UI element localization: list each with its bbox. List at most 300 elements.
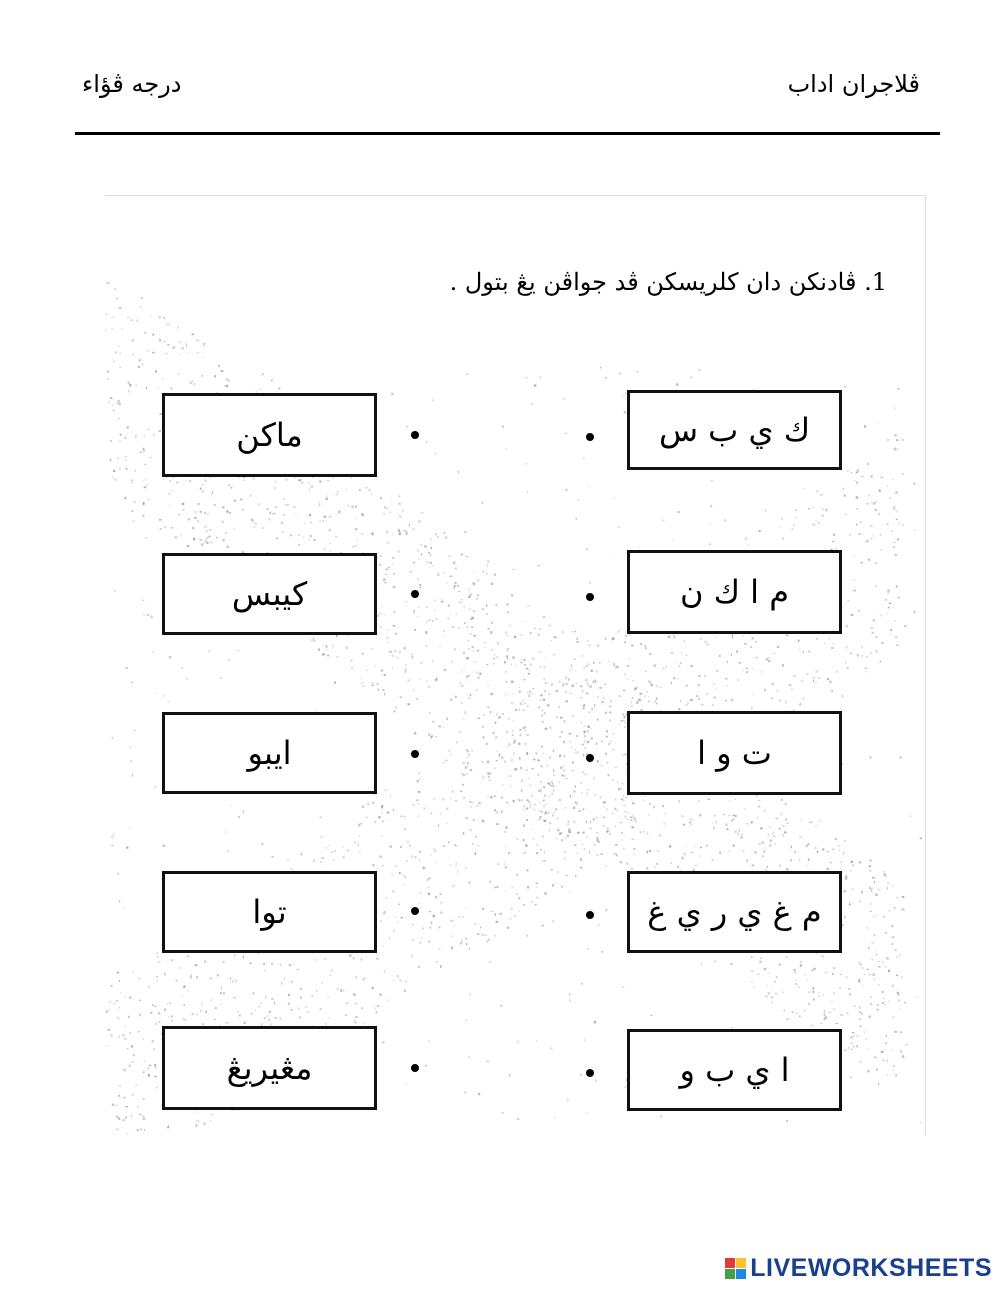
noise-dot xyxy=(270,512,272,515)
noise-dot xyxy=(805,974,806,976)
noise-dot xyxy=(517,874,518,876)
noise-dot xyxy=(534,384,536,387)
noise-dot xyxy=(214,1019,216,1020)
noise-dot xyxy=(507,635,508,636)
noise-dot xyxy=(454,648,456,650)
noise-dot xyxy=(568,678,569,680)
noise-dot xyxy=(624,726,625,728)
noise-dot xyxy=(458,602,460,603)
noise-dot xyxy=(332,477,334,478)
noise-dot xyxy=(799,836,801,838)
noise-dot xyxy=(429,911,431,913)
noise-dot xyxy=(862,647,863,648)
noise-dot xyxy=(425,606,428,608)
answer-dot[interactable] xyxy=(411,750,419,758)
noise-dot xyxy=(506,731,508,733)
noise-dot xyxy=(878,1083,879,1085)
noise-dot xyxy=(385,897,388,898)
noise-dot xyxy=(553,812,555,814)
noise-dot xyxy=(151,616,153,619)
scrambled-dot[interactable] xyxy=(586,1069,594,1077)
noise-dot xyxy=(548,783,550,785)
scrambled-dot[interactable] xyxy=(586,911,594,919)
noise-dot xyxy=(622,395,624,396)
noise-dot xyxy=(501,797,504,799)
noise-dot xyxy=(435,534,437,536)
noise-dot xyxy=(689,818,692,820)
noise-dot xyxy=(429,619,431,621)
noise-dot xyxy=(164,341,166,342)
noise-dot xyxy=(179,354,181,355)
noise-dot xyxy=(487,561,489,563)
noise-dot xyxy=(443,761,445,763)
scrambled-dot[interactable] xyxy=(586,754,594,762)
noise-dot xyxy=(309,514,311,516)
noise-dot xyxy=(407,680,410,682)
noise-dot xyxy=(541,811,543,813)
noise-dot xyxy=(627,812,629,814)
noise-dot xyxy=(632,826,634,828)
noise-dot xyxy=(356,518,357,520)
noise-dot xyxy=(751,821,753,823)
noise-dot xyxy=(543,721,544,723)
noise-dot xyxy=(839,850,840,851)
noise-dot xyxy=(539,628,541,629)
noise-dot xyxy=(625,635,627,637)
noise-dot xyxy=(644,645,646,647)
answer-dot[interactable] xyxy=(411,1064,419,1072)
noise-dot xyxy=(323,645,325,646)
noise-dot xyxy=(183,1018,184,1020)
answer-dot[interactable] xyxy=(411,907,419,915)
noise-dot xyxy=(860,1025,862,1027)
noise-dot xyxy=(429,1040,430,1043)
noise-dot xyxy=(374,821,376,824)
noise-dot xyxy=(399,503,401,505)
noise-dot xyxy=(833,967,836,970)
noise-dot xyxy=(479,673,481,675)
noise-dot xyxy=(691,820,693,822)
noise-dot xyxy=(851,1049,853,1050)
noise-dot xyxy=(767,657,769,659)
noise-dot xyxy=(494,574,496,576)
noise-dot xyxy=(113,409,115,411)
noise-dot xyxy=(894,506,896,507)
noise-dot xyxy=(303,536,304,538)
noise-dot xyxy=(581,721,582,724)
noise-dot xyxy=(363,979,364,981)
noise-dot xyxy=(724,519,727,521)
noise-dot xyxy=(108,371,110,372)
noise-dot xyxy=(711,480,714,482)
noise-dot xyxy=(418,520,420,522)
noise-dot xyxy=(567,824,569,826)
noise-dot xyxy=(386,637,388,639)
noise-dot xyxy=(139,359,141,361)
scrambled-dot[interactable] xyxy=(586,433,594,441)
noise-dot xyxy=(451,947,453,950)
noise-dot xyxy=(442,726,444,727)
noise-dot xyxy=(591,737,593,739)
noise-dot xyxy=(298,479,301,481)
noise-dot xyxy=(636,687,638,689)
scrambled-box: م غ ي ر ي غ xyxy=(627,871,842,953)
noise-dot xyxy=(372,987,374,989)
noise-dot xyxy=(137,1106,138,1108)
noise-dot xyxy=(217,975,219,977)
noise-dot xyxy=(499,756,500,757)
noise-dot xyxy=(465,818,467,819)
noise-dot xyxy=(202,484,204,486)
noise-dot xyxy=(563,398,566,400)
noise-dot xyxy=(210,978,212,980)
noise-dot xyxy=(143,1071,145,1073)
noise-dot xyxy=(203,1123,206,1125)
noise-dot xyxy=(425,631,427,634)
noise-dot xyxy=(869,865,871,867)
noise-dot xyxy=(195,964,197,966)
noise-dot xyxy=(870,756,872,759)
noise-dot xyxy=(537,774,539,777)
noise-dot xyxy=(630,816,632,818)
noise-dot xyxy=(364,978,365,980)
noise-dot xyxy=(716,821,717,824)
noise-dot xyxy=(358,824,360,827)
noise-dot xyxy=(513,569,515,570)
noise-dot xyxy=(591,670,593,672)
noise-dot xyxy=(882,1002,884,1004)
noise-dot xyxy=(237,650,239,651)
noise-dot xyxy=(538,565,540,566)
noise-dot xyxy=(597,760,599,762)
noise-dot xyxy=(143,480,144,481)
noise-dot xyxy=(243,480,245,481)
noise-dot xyxy=(535,904,537,906)
noise-dot xyxy=(539,818,541,820)
noise-dot xyxy=(543,616,545,617)
noise-dot xyxy=(896,439,898,441)
noise-dot xyxy=(179,342,182,344)
noise-dot xyxy=(584,1039,586,1041)
noise-dot xyxy=(358,843,359,846)
noise-dot xyxy=(464,531,466,533)
noise-dot xyxy=(145,479,147,480)
noise-dot xyxy=(870,888,873,890)
noise-dot xyxy=(551,685,552,687)
noise-dot xyxy=(892,479,893,480)
noise-dot xyxy=(455,865,456,866)
noise-dot xyxy=(142,600,144,601)
noise-dot xyxy=(189,480,191,482)
noise-dot xyxy=(361,959,362,961)
noise-dot xyxy=(593,662,595,663)
noise-dot xyxy=(557,871,559,873)
noise-dot xyxy=(543,753,545,754)
noise-dot xyxy=(150,316,151,317)
noise-dot xyxy=(372,864,375,867)
noise-dot xyxy=(117,972,119,974)
noise-dot xyxy=(157,979,158,981)
noise-dot xyxy=(856,496,858,498)
noise-dot xyxy=(127,317,129,319)
noise-dot xyxy=(162,378,163,379)
noise-dot xyxy=(897,992,899,994)
noise-dot xyxy=(887,883,889,884)
noise-dot xyxy=(366,487,368,489)
noise-dot xyxy=(881,1051,884,1053)
noise-dot xyxy=(141,297,144,299)
noise-dot xyxy=(565,691,567,693)
noise-dot xyxy=(804,1010,805,1011)
noise-dot xyxy=(156,1087,158,1089)
noise-dot xyxy=(551,781,554,783)
noise-dot xyxy=(222,506,224,509)
noise-dot xyxy=(858,610,860,612)
noise-dot xyxy=(390,819,391,820)
noise-dot xyxy=(515,768,517,770)
noise-dot xyxy=(513,720,515,721)
noise-dot xyxy=(885,599,886,601)
noise-dot xyxy=(632,680,634,681)
noise-dot xyxy=(779,865,781,867)
noise-dot xyxy=(647,833,648,835)
noise-dot xyxy=(584,704,586,706)
noise-dot xyxy=(420,892,421,894)
noise-dot xyxy=(326,498,328,500)
noise-dot xyxy=(455,582,457,584)
noise-dot xyxy=(511,852,513,854)
noise-dot xyxy=(517,1041,519,1043)
noise-dot xyxy=(411,678,412,680)
noise-dot xyxy=(569,993,570,995)
noise-dot xyxy=(359,851,360,853)
noise-dot xyxy=(625,674,626,676)
answer-dot[interactable] xyxy=(411,431,419,439)
noise-dot xyxy=(527,734,529,736)
header-subject: ڤلاجران اداب xyxy=(787,70,920,98)
noise-dot xyxy=(407,841,409,842)
noise-dot xyxy=(863,1032,865,1033)
noise-dot xyxy=(581,983,582,985)
noise-dot xyxy=(896,897,898,899)
noise-dot xyxy=(751,956,753,957)
noise-dot xyxy=(562,631,563,634)
noise-dot xyxy=(201,375,203,377)
noise-dot xyxy=(586,665,588,667)
noise-dot xyxy=(737,679,739,681)
noise-dot xyxy=(570,741,571,744)
noise-dot xyxy=(478,1093,480,1095)
noise-dot xyxy=(297,969,299,970)
noise-dot xyxy=(632,697,633,699)
noise-dot xyxy=(356,539,358,541)
noise-dot xyxy=(131,1062,134,1064)
noise-dot xyxy=(127,1133,129,1134)
noise-dot xyxy=(775,993,777,995)
noise-dot xyxy=(321,836,323,837)
noise-dot xyxy=(369,489,371,491)
noise-dot xyxy=(428,686,431,688)
noise-dot xyxy=(857,1035,859,1037)
noise-dot xyxy=(192,380,193,382)
noise-dot xyxy=(113,470,115,472)
noise-dot xyxy=(574,791,576,793)
noise-dot xyxy=(784,1010,786,1011)
noise-dot xyxy=(157,387,159,388)
noise-dot xyxy=(482,820,485,823)
noise-dot xyxy=(439,948,440,950)
noise-dot xyxy=(609,831,610,832)
noise-dot xyxy=(809,651,811,653)
noise-dot xyxy=(211,1114,213,1116)
noise-dot xyxy=(501,1005,503,1007)
noise-dot xyxy=(818,522,820,524)
noise-dot xyxy=(759,961,761,963)
noise-dot xyxy=(324,958,327,959)
noise-dot xyxy=(820,494,822,495)
noise-dot xyxy=(743,635,744,637)
answer-box: توا xyxy=(162,871,377,953)
noise-dot xyxy=(614,853,616,855)
noise-dot xyxy=(609,720,611,722)
noise-dot xyxy=(417,549,418,551)
noise-dot xyxy=(473,802,474,804)
noise-dot xyxy=(404,816,406,818)
noise-dot xyxy=(264,970,266,971)
noise-dot xyxy=(816,670,819,672)
noise-dot xyxy=(537,844,538,846)
noise-dot xyxy=(833,1008,835,1010)
noise-dot xyxy=(251,1013,253,1016)
noise-dot xyxy=(388,641,389,643)
noise-dot xyxy=(435,896,437,899)
noise-dot xyxy=(699,698,700,700)
noise-dot xyxy=(600,367,601,369)
noise-dot xyxy=(111,845,114,846)
noise-dot xyxy=(496,811,498,813)
noise-dot xyxy=(455,568,457,570)
noise-dot xyxy=(314,539,316,541)
noise-dot xyxy=(489,961,491,963)
noise-dot xyxy=(494,914,496,916)
noise-dot xyxy=(764,968,766,970)
noise-dot xyxy=(124,497,126,499)
noise-dot xyxy=(883,916,885,917)
noise-dot xyxy=(547,704,549,706)
noise-dot xyxy=(678,708,680,710)
noise-dot xyxy=(429,712,430,714)
noise-dot xyxy=(111,316,113,317)
noise-dot xyxy=(467,756,468,758)
noise-dot xyxy=(619,724,620,725)
noise-dot xyxy=(476,689,477,692)
noise-dot xyxy=(765,510,766,511)
noise-dot xyxy=(469,801,471,803)
noise-dot xyxy=(866,1038,867,1040)
noise-dot xyxy=(532,688,534,689)
noise-dot xyxy=(663,668,665,669)
noise-dot xyxy=(113,398,114,399)
noise-dot xyxy=(588,664,590,665)
noise-dot xyxy=(128,390,129,392)
noise-dot xyxy=(321,982,322,984)
noise-dot xyxy=(186,345,187,347)
noise-dot xyxy=(878,513,880,515)
noise-dot xyxy=(159,519,161,521)
noise-dot xyxy=(207,542,209,544)
noise-dot xyxy=(486,664,488,665)
noise-dot xyxy=(527,869,529,871)
noise-dot xyxy=(226,385,228,387)
noise-dot xyxy=(536,1040,537,1041)
scrambled-box: ت و ا xyxy=(627,711,842,795)
noise-dot xyxy=(159,1022,161,1023)
noise-dot xyxy=(408,703,411,705)
noise-dot xyxy=(892,985,894,988)
noise-dot xyxy=(190,976,192,978)
scrambled-dot[interactable] xyxy=(586,593,594,601)
noise-dot xyxy=(582,844,583,845)
noise-dot xyxy=(523,727,525,729)
noise-dot xyxy=(586,821,587,823)
noise-dot xyxy=(123,908,125,909)
noise-dot xyxy=(596,743,597,745)
answer-dot[interactable] xyxy=(411,590,419,598)
noise-dot xyxy=(643,800,645,801)
noise-dot xyxy=(859,1061,861,1063)
noise-dot xyxy=(542,836,543,838)
noise-dot xyxy=(131,682,133,683)
noise-dot xyxy=(872,959,873,960)
noise-dot xyxy=(513,741,515,743)
noise-dot xyxy=(887,1060,888,1062)
noise-dot xyxy=(870,903,871,905)
noise-dot xyxy=(455,800,457,802)
noise-dot xyxy=(867,503,868,505)
noise-dot xyxy=(601,765,602,767)
noise-dot xyxy=(215,1007,217,1009)
noise-dot xyxy=(293,506,296,507)
noise-dot xyxy=(152,651,154,653)
noise-dot xyxy=(322,653,325,655)
noise-dot xyxy=(873,619,876,622)
noise-dot xyxy=(130,996,131,998)
noise-dot xyxy=(134,501,136,502)
noise-dot xyxy=(774,843,776,845)
noise-dot xyxy=(545,728,548,730)
noise-dot xyxy=(880,661,881,663)
noise-dot xyxy=(873,916,875,917)
noise-dot xyxy=(131,1045,133,1047)
noise-dot xyxy=(552,683,554,685)
noise-dot xyxy=(882,991,884,993)
noise-dot xyxy=(552,783,553,785)
noise-dot xyxy=(751,981,753,982)
noise-dot xyxy=(899,756,901,758)
noise-dot xyxy=(171,1015,173,1017)
noise-dot xyxy=(505,891,507,892)
noise-dot xyxy=(690,699,693,701)
noise-dot xyxy=(615,825,617,827)
noise-dot xyxy=(673,677,675,679)
noise-dot xyxy=(166,1004,168,1005)
noise-dot xyxy=(885,932,887,934)
liveworksheets-logo[interactable] xyxy=(725,1254,992,1283)
noise-dot xyxy=(233,528,235,529)
noise-dot xyxy=(146,387,147,389)
noise-dot xyxy=(380,555,381,557)
noise-dot xyxy=(393,710,395,712)
